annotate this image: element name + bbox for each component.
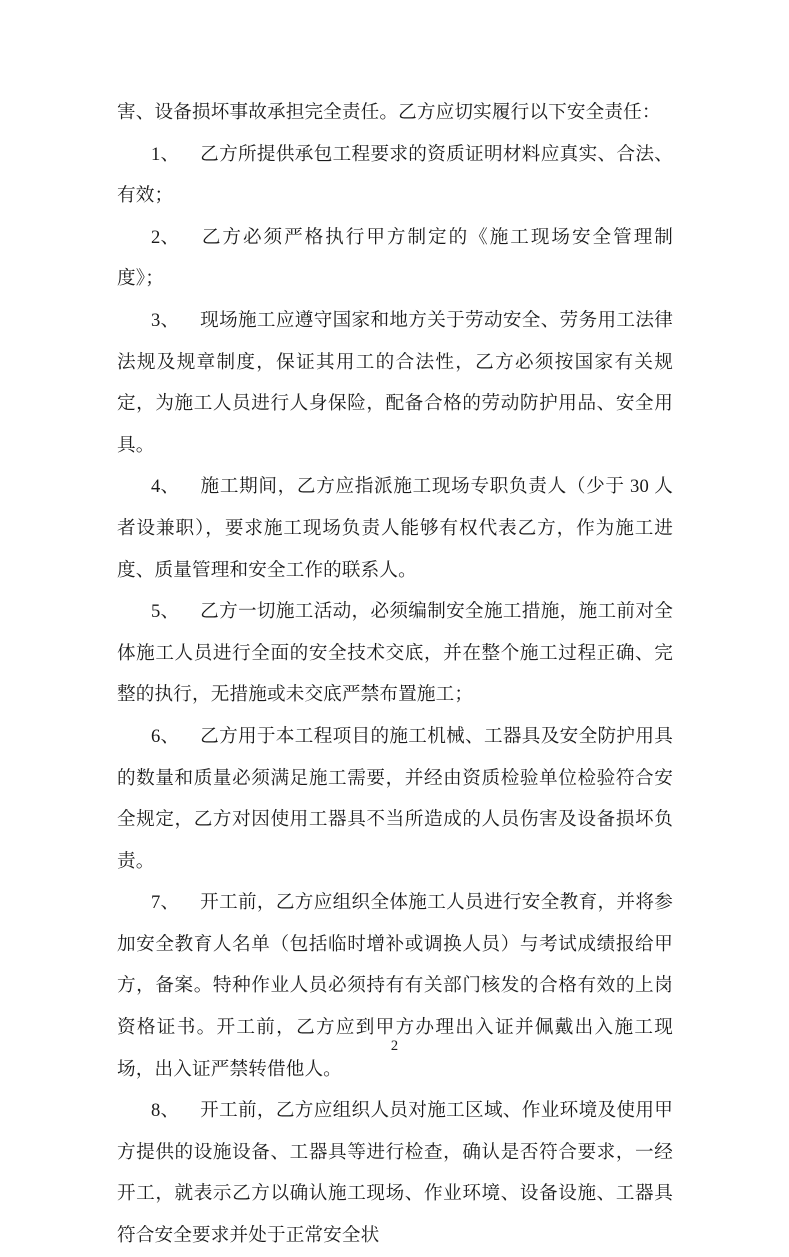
clause-number-5: 5、 — [151, 601, 180, 623]
clause-text-7: 开工前，乙方应组织全体施工人员进行安全教育，并将参加安全教育人名单（包括临时增补或调换人员）与考试成绩报给甲方，备案。特种作业人员必须持有有关部门核发的合格有效的上岗资格证书。开工前，乙方应到甲方办理出入证并佩戴出入施工现场，出入证严禁转借他人。 — [117, 892, 673, 1080]
clause-item-2 — [117, 217, 673, 300]
clause-item-8 — [117, 1090, 673, 1256]
page-number: 2 — [390, 1038, 399, 1054]
document-text-body — [117, 92, 673, 1257]
clause-text-5: 乙方一切施工活动，必须编制安全施工措施，施工前对全体施工人员进行全面的安全技术交底，并在整个施工过程正确、完整的执行，无措施或未交底严禁布置施工； — [117, 601, 673, 706]
clause-text-4: 施工期间，乙方应指派施工现场专职负责人（少于 30 人者设兼职），要求施工现场负责人能够有权代表乙方，作为施工进度、质量管理和安全工作的联系人。 — [117, 476, 673, 581]
clause-number-3: 3、 — [151, 309, 180, 331]
clause-number-1: 1、 — [151, 143, 180, 165]
clause-number-6: 6、 — [151, 725, 180, 747]
clause-number-7: 7、 — [151, 892, 180, 914]
clause-item-3 — [117, 300, 673, 466]
clause-item-5 — [117, 591, 673, 716]
clause-item-7 — [117, 882, 673, 1090]
clause-number-4: 4、 — [151, 476, 180, 498]
clause-number-8: 8、 — [151, 1100, 180, 1122]
clause-item-4 — [117, 466, 673, 591]
clause-text-1: 乙方所提供承包工程要求的资质证明材料应真实、合法、有效； — [117, 143, 673, 207]
clause-number-2: 2、 — [151, 226, 180, 248]
clause-text-6: 乙方用于本工程项目的施工机械、工器具及安全防护用具的数量和质量必须满足施工需要，并经由资质检验单位检验符合安全规定，乙方对因使用工器具不当所造成的人员伤害及设备损坏负责。 — [117, 725, 673, 872]
clause-text-2: 乙方必须严格执行甲方制定的《施工现场安全管理制度》； — [117, 226, 673, 290]
clause-item-1 — [117, 134, 673, 217]
clause-text-3: 现场施工应遵守国家和地方关于劳动安全、劳务用工法律法规及规章制度，保证其用工的合法性，乙方必须按国家有关规定，为施工人员进行人身保险，配备合格的劳动防护用品、安全用具。 — [117, 309, 673, 456]
continuation-paragraph: 害、设备损坏事故承担完全责任。乙方应切实履行以下安全责任： — [117, 102, 661, 123]
clause-text-8: 开工前，乙方应组织人员对施工区域、作业环境及使用甲方提供的设施设备、工器具等进行检查，确认是否符合要求，一经开工，就表示乙方以确认施工现场、作业环境、设备设施、工器具符合安全要求并处于正常安全状 — [117, 1100, 673, 1247]
clause-item-6 — [117, 716, 673, 882]
